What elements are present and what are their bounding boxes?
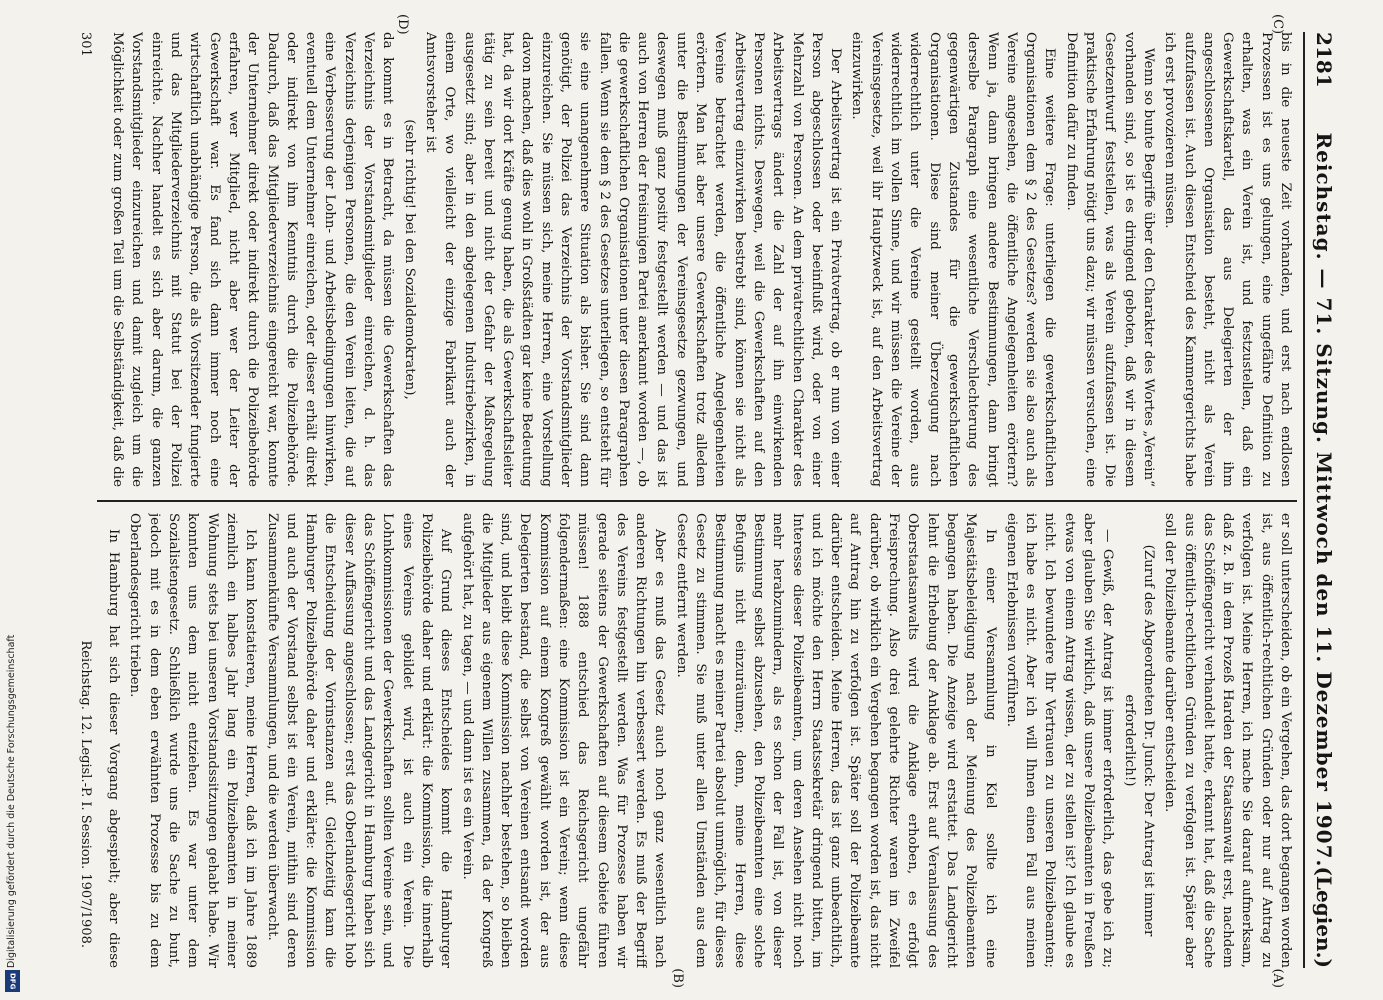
column-right: [105, 513, 1295, 968]
page-number-top: 2181: [1312, 32, 1336, 88]
running-title: Reichstag. — 71. Sitzung. Mittwoch den 11. Dezember 1907.: [1312, 132, 1336, 868]
column-divider: [97, 500, 1297, 502]
paragraph: Auf Grund dieses Entscheides kommt die Hamburger Polizeibehörde daher und erklärt: die Kommission, die innerhalb eines Vereins gebildet wird, ist auch ein Verein. Die Lohnkommissionen der Gewerkschaften sollten Vereine sein, und das Schöffengericht und das Landgericht in Hamburg haben sich dieser Auffassung angeschlossen; erst das Oberlandesgericht hob die Entscheidung der Vorinstanzen auf. Gleichzeitig kam die Hamburger Polizeibehörde daher und erklärte: die Kommission und auch der Vorstand selbst ist ein Verein, mithin sind deren Zusammenkünfte Versammlungen, und die werden überwacht.: [264, 513, 454, 968]
speaker-name: (Legien.): [1312, 866, 1336, 968]
paragraph: Ich kann konstatieren, meine Herren, daß ich im Jahre 1889 ziemlich ein halbes Jahr lang ein Polizeibeamten in meiner Wohnung stets bei unseren Vorstandssitzungen gehabt habe. Wir konnten uns dem nicht entziehen. Es war unter dem Sozialistengesetz. Schließlich wurde uns die Sache zu bunt, jedoch mit es in dem eben erwähnten Prozesse bis zu dem Oberlandesgericht trieben.: [127, 513, 259, 968]
paragraph: er soll unterscheiden, ob ein Vergehen, das dort begangen worden ist, aus öffentlich-rechtlichen Gründen oder nur auf Antrag zu verfolgen ist. Meine Herren, ich mache Sie darauf aufmerksam, daß z. B. in dem Prozeß Harden der Staatsanwalt erst, nachdem das Schöffengericht verhandelt hatte, erkannt hat, daß die Sache aus öffentlich-rechtlichen Gründen zu verfolgen ist. Später aber soll der Polizeibeamte darüber entscheiden.: [1162, 513, 1293, 968]
margin-marker-b: (B): [670, 968, 685, 988]
margin-marker-d: (D): [395, 14, 410, 35]
column-left: [105, 32, 1295, 487]
footer-page-number: 301: [78, 32, 93, 57]
paragraph: Aber es muß das Gesetz auch noch ganz wesentlich nach anderen Richtungen hin verbessert werden. Es muß der Begriff des Vereins festgestellt werden. Was für Prozesse haben wir gerade seitens der Gewerkschaften auf diesem Gebiete führen müssen! 1888 entschied das Reichsgericht ungefähr folgendermaßen: eine Kommission ist ein Verein; wenn diese Kommission auf einem Kongreß gewählt worden ist, der aus Delegierten bestand, die selbst von Vereinen entsandt worden sind, und bleibt diese Kommission nachher bestehen, so bleiben die Mitglieder aus eigenem Willen zusammen, da der Kongreß aufgehört hat, zu tagen, — und dann ist es ein Verein.: [459, 513, 668, 968]
dfg-logo: DFG: [5, 970, 20, 992]
paragraph: da kommt es in Betracht, da müssen die Gewerkschaften das Verzeichnis der Vorstandsmitglieder einreichen, d. h. das Verzeichnis derjenigen Personen, die den Verein leiten, die auf eine Verbesserung der Lohn- und Arbeitsbedingungen hinwirken, eventuell dem Unternehmer einreichen, oder dieser erhält direkt oder indirekt von ihm Kenntnis durch die Polizeibehörde. Dadurch, daß das Mitgliederverzeichnis eingereicht war, konnte der Unternehmer direkt oder indirekt durch die Polizeibehörde erfahren, wer Mitglied, nicht aber wer der Leiter der Gewerkschaft war. Es fand sich dann immer noch eine wirtschaftlich unabhängige Person, die als Vorsitzender fungierte und das Mitgliederverzeichnis mit Statut bei der Polizei einreichte. Nachher handelt es sich aber darum, die ganzen Vorstandsmitglieder einzureichen und damit zugleich um die Möglichkeit oder zum großen Teil um die Selbständigkeit, daß die: [110, 32, 396, 487]
page-footer: [73, 32, 93, 968]
paragraph: In Hamburg hat sich dieser Vorgang abgespielt; aber diese: [106, 529, 122, 968]
page-header: [1311, 32, 1337, 968]
paragraph: — Gewiß, der Antrag ist immer erforderlich, das gebe ich zu; aber glauben Sie wirklich, daß unsere Polizeibeamten in Preußen etwas von einem Antrag wissen, der zu stellen ist? Ich glaube es nicht. Ich bewundere Ihr Vertrauen zu unseren Polizeibeamten; ich habe es nicht. Aber ich will Ihnen einen Fall aus meinen eigenen Erlebnissen vorführen.: [1003, 513, 1116, 968]
paragraph: Wenn so bunte Begriffe über den Charakter des Wortes „Verein“ vorhanden sind, so ist es dringend geboten, daß wir in diesem Gesetzentwurf feststellen, was als Verein aufzufassen ist. Die praktische Erfahrung nötigt uns dazu; wir müssen versuchen, eine Definition dafür zu finden.: [1063, 32, 1156, 487]
interjection: (sehr richtig! bei den Sozialdemokraten),: [401, 119, 417, 400]
margin-marker-a: (A): [1270, 968, 1285, 988]
paragraph: Eine weitere Frage: unterliegen die gewerkschaftlichen Organisationen dem § 2 des Gesetzes? werden sie also auch als Vereine angesehen, die öffentliche Angelegenheiten erörtern? Wenn ja, dann bringen andere Bestimmungen, dann bringt derselbe Paragraph eine wesentliche Verschlechterung des gegenwärtigen Zustandes für die gewerkschaftlichen Organisationen. Diese sind meiner Überzeugung nach widerrechtlich unter die Vereine gestellt worden, aus widerrechtlich im vollen Sinne, und wir müssen die Vereine der Vereinsgesetze, weil ihr Hauptzweck ist, auf den Arbeitsvertrag einzuwirken.: [849, 32, 1058, 487]
credit-text: Digitalisierung gefördert durch die Deutsche Forschungsgemeinschaft: [6, 634, 17, 968]
interjection: (Zuruf des Abgeordneten Dr. Junck: Der Antrag ist immer erforderlich!): [1121, 544, 1156, 937]
footer-session-info: Reichstag. 12. Legisl.-P. I. Session. 1907/1908.: [78, 640, 93, 948]
header-rule: [1303, 32, 1305, 968]
paragraph: Der Arbeitsvertrag ist ein Privatvertrag, ob er nun von einer Person abgeschlossen oder beeinflußt wird, oder von einer Mehrzahl von Personen. An dem privatrechtlichen Charakter des Arbeitsvertrags ändert die Zahl der auf ihn einwirkenden Personen nichts. Deswegen, weil die Gewerkschaften auf den Arbeitsvertrag einzuwirken bestrebt sind, können sie nicht als Vereine betrachtet werden, die öffentliche Angelegenheiten erörtern. Man hat aber unsere Gewerkschaften trotz alledem unter die Bestimmungen der Vereinsgesetze gezwungen, und deswegen muß ganz positiv festgestellt werden — und das ist auch von Herren der freisinnigen Partei anerkannt worden —, ob die gewerkschaftlichen Organisationen unter diesen Paragraphen fallen. Wenn sie dem § 2 des Gesetzes unterliegen, so entsteht für sie eine unangenehmere Situation als bisher. Sie sind dann genötigt, der Polizei das Verzeichnis der Vorstandsmitglieder einzureichen. Sie müssen sich, meine Herren, eine Vorstellung davon machen, daß dies wohl in Großstädten gar keine Bedeutung hat, da wir dort Kräfte genug haben, die als Gewerkschaftsleiter tätig zu sein bereit und nicht der Gefahr der Maßregelung ausgesetzt sind; aber in den abgelegenen Industriebezirken, in einem Orte, wo vielleicht der einzige Fabrikant auch der Amtsvorsteher ist: [422, 32, 844, 487]
paragraph: In einer Versammlung in Kiel sollte ich eine Majestätsbeleidigung nach der Meinung des Polizeibeamten begangen haben. Die Anzeige wird erstattet. Das Landgericht lehnt die Erhebung der Anklage ab. Erst auf Veranlassung des Oberstaatsanwalts wird die Anklage erhoben, es erfolgt Freisprechung. Also drei gelehrte Richter waren im Zweifel darüber, ob wirklich ein Vergehen begangen worden ist, das nicht auf Antrag hin zu verfolgen ist. Später soll der Polizeibeamte darüber entscheiden. Meine Herren, das ist ganz unbeachtlich, und ich möchte den Herrn Staatssekretär dringend bitten, im Interesse dieser Polizeibeamten, um deren Ansehen nicht noch mehr herabzumindern, als es schon der Fall ist, von dieser Bestimmung selbst abzusehen, den Polizeibeamten eine solche Befugnis nicht einzuräumen; denn, meine Herren, diese Bestimmung macht es meiner Partei absolut unmöglich, für dieses Gesetz zu stimmen. Sie muß unter allen Umständen aus dem Gesetz entfernt werden.: [673, 513, 998, 968]
rotated-page: [45, 10, 1345, 990]
margin-marker-c: (C): [1270, 14, 1285, 35]
digitization-credit: [2, 606, 22, 996]
paragraph: bis in die neueste Zeit vorhanden, und erst nach endlosen Prozessen ist es uns gelungen, eine ungefähre Definition zu erhalten, was ein Verein ist, und festzustellen, daß ein Gewerkschaftskartell, das aus Delegierten der ihm angeschlossenen Organisation besteht, nicht als Verein aufzufassen ist. Auch diesen Entscheid des Kammergerichts habe ich erst provozieren müssen.: [1162, 32, 1293, 487]
